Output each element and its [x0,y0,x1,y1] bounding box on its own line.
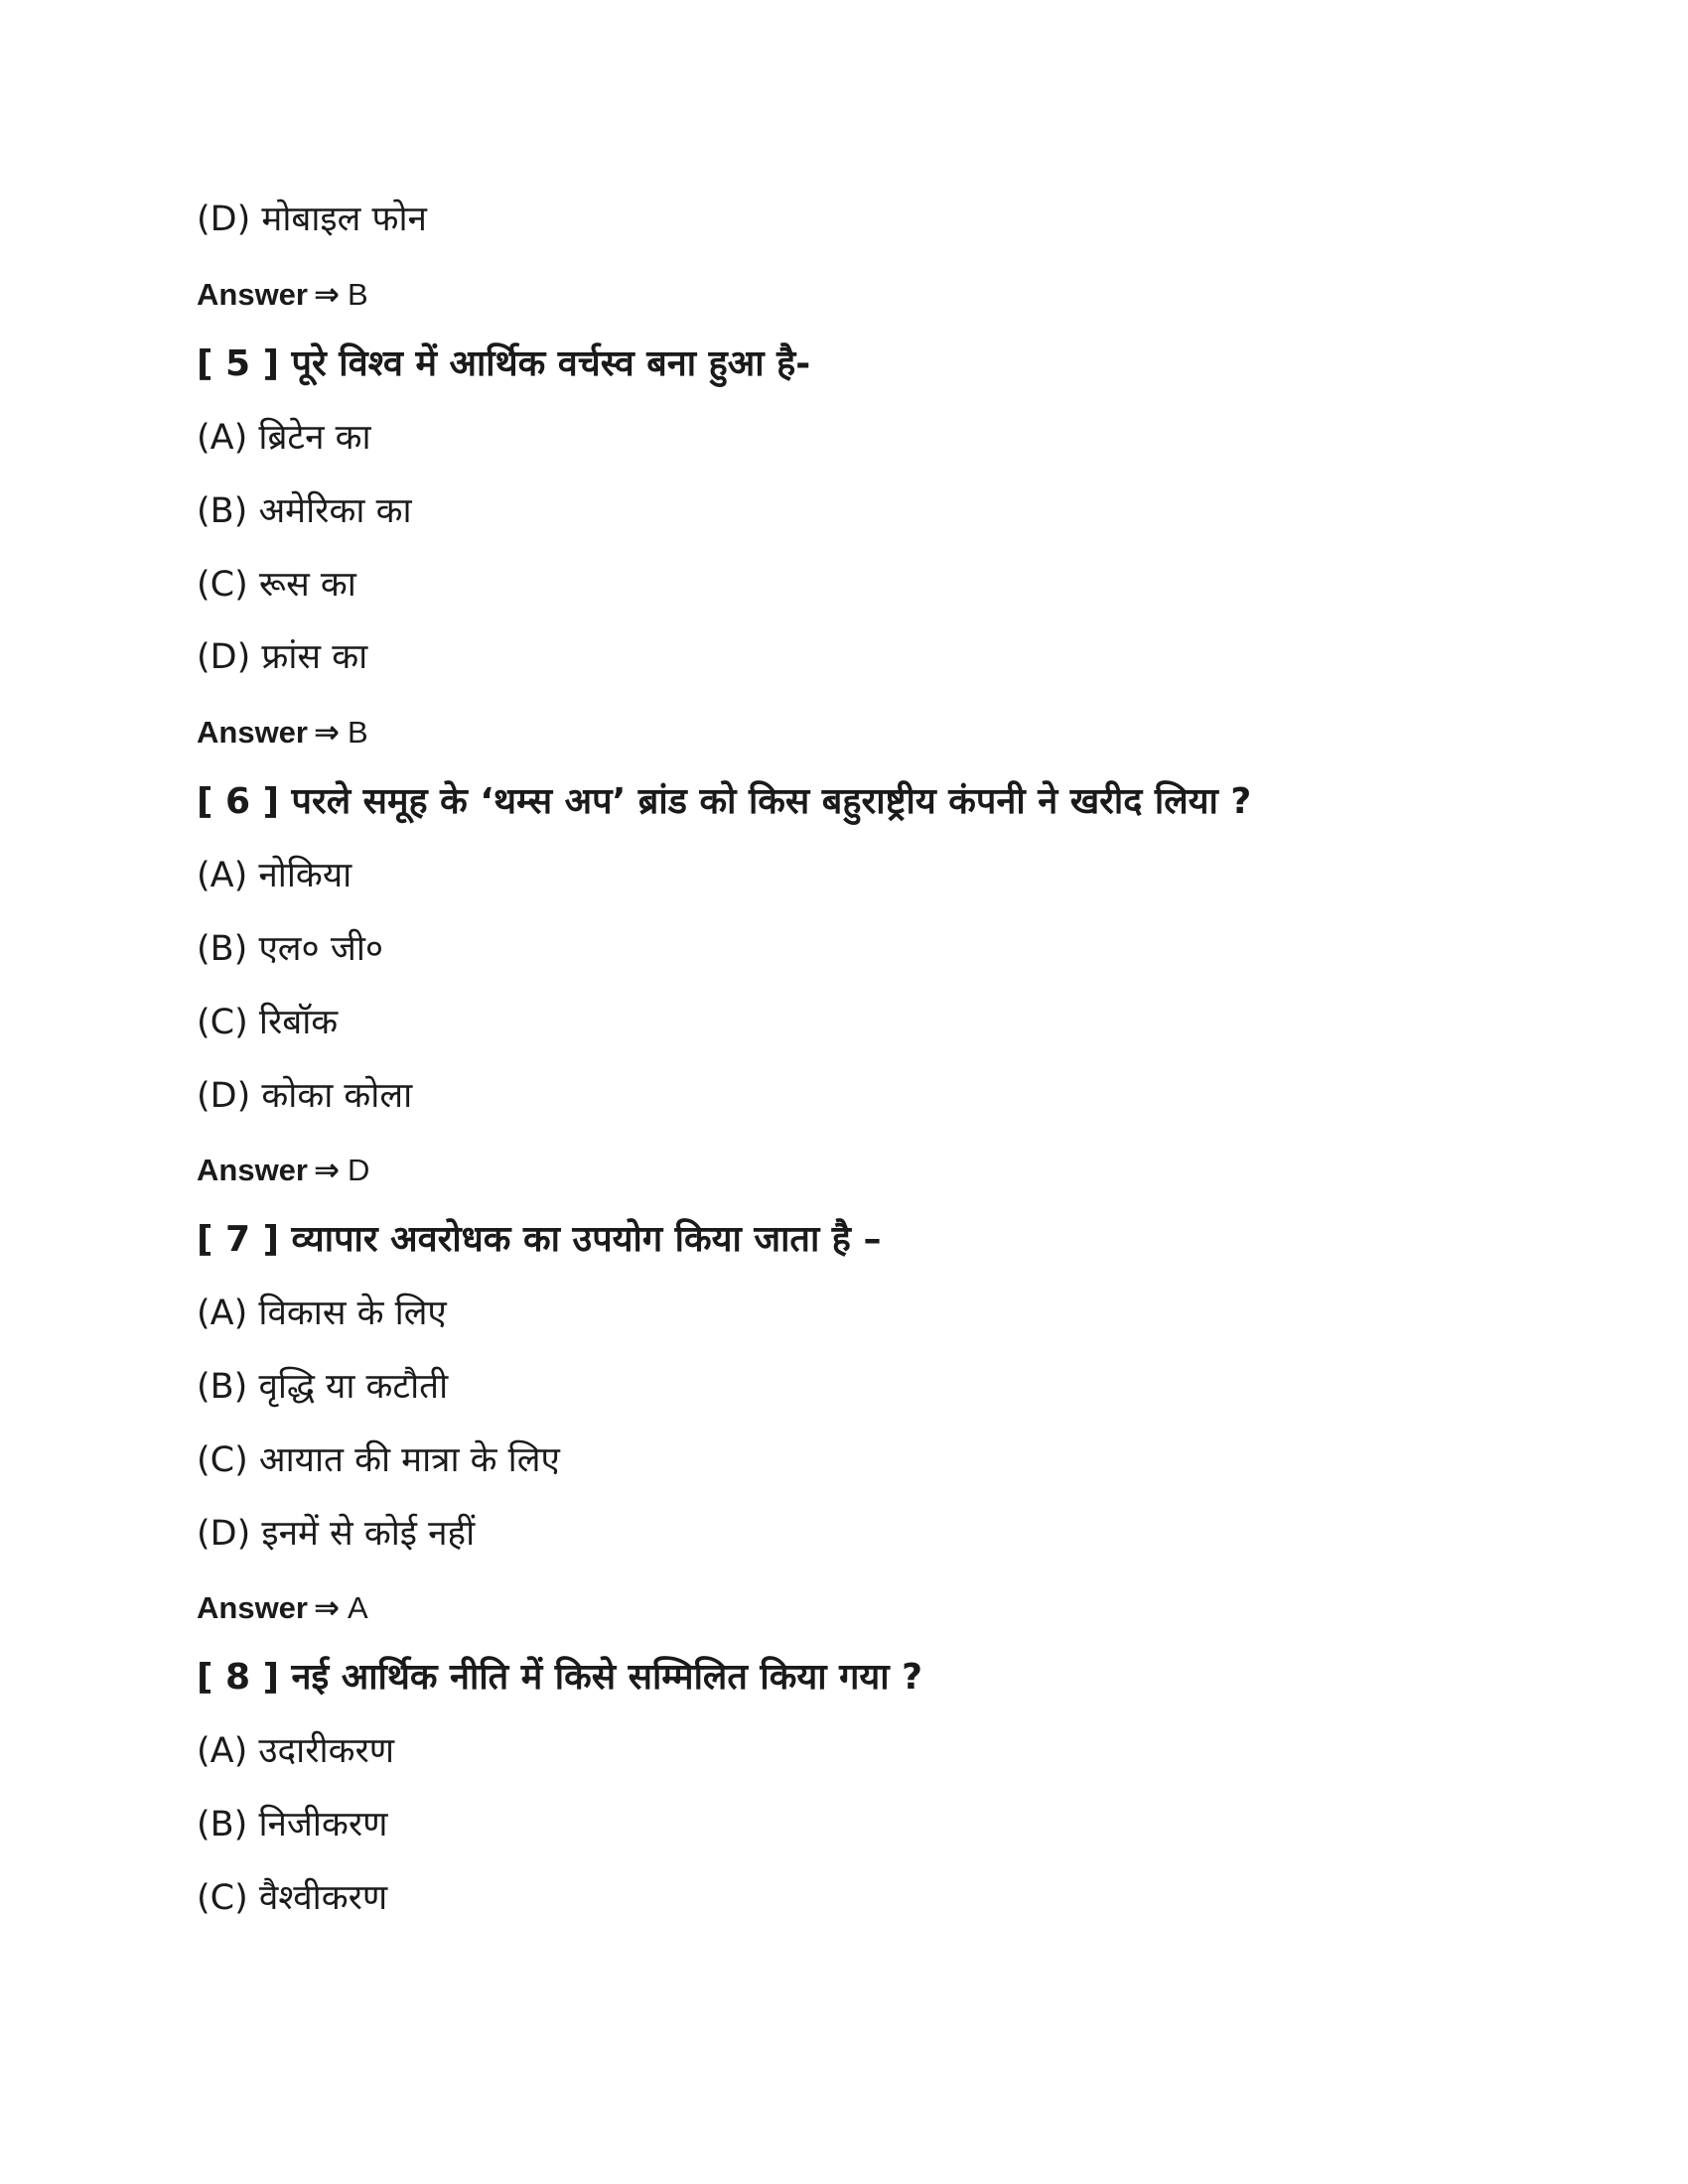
q6-option-c: (C) रिबॉक [197,1003,339,1042]
q8-option-c: (C) वैश्वीकरण [197,1878,388,1918]
q8-question: [ 8 ] नई आर्थिक नीति में किसे सम्मिलित किया गया ? [197,1657,922,1698]
q6-option-a: (A) नोकिया [197,856,352,895]
answer-value: D [347,1153,370,1187]
q7-option-c: (C) आयात की मात्रा के लिए [197,1440,560,1480]
q7-option-a: (A) विकास के लिए [197,1294,447,1333]
answer-arrow: ⇒ [313,715,340,751]
q5-option-d: (D) फ्रांस का [197,637,368,677]
q6-option-d: (D) कोका कोला [197,1076,413,1116]
q6-answer [197,1152,369,1189]
answer-arrow: ⇒ [313,1153,340,1188]
q7-answer [197,1589,368,1627]
q5-answer [197,714,368,751]
q5-option-a: (A) ब्रिटेन का [197,418,371,458]
answer-label: Answer [197,715,308,750]
q6-question: [ 6 ] परले समूह के ‘थम्स अप’ ब्रांड को किस बहुराष्ट्रीय कंपनी ने खरीद लिया ? [197,781,1252,822]
q5-question: [ 5 ] पूरे विश्व में आर्थिक वर्चस्व बना हुआ है- [197,343,811,384]
q8-option-a: (A) उदारीकरण [197,1731,395,1771]
q7-option-b: (B) वृद्धि या कटौती [197,1367,449,1407]
answer-value: A [347,1590,368,1625]
q7-question: [ 7 ] व्यापार अवरोधक का उपयोग किया जाता है – [197,1219,882,1260]
answer-label: Answer [197,1153,308,1187]
q6-option-b: (B) एल० जी० [197,929,384,969]
q7-option-d: (D) इनमें से कोई नहीं [197,1514,476,1554]
answer-label: Answer [197,277,308,312]
answer-label: Answer [197,1590,308,1625]
q5-option-c: (C) रूस का [197,565,356,605]
answer-value: B [347,277,368,312]
q4-answer [197,276,368,314]
answer-arrow: ⇒ [313,277,340,313]
q4-option-d: (D) मोबाइल फोन [197,200,427,239]
answer-value: B [347,715,368,750]
q5-option-b: (B) अमेरिका का [197,491,412,531]
answer-arrow: ⇒ [313,1590,340,1626]
q8-option-b: (B) निजीकरण [197,1805,388,1844]
